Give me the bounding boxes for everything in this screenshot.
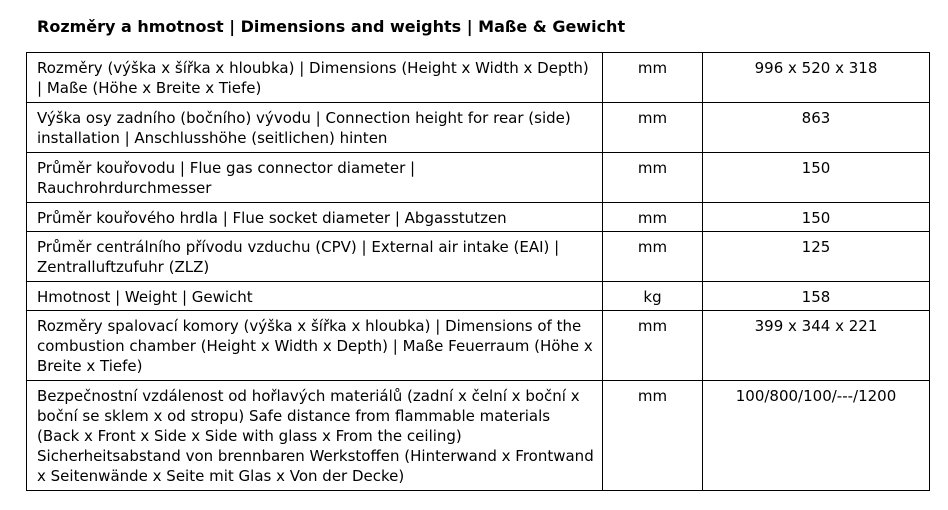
row-unit: mm: [603, 203, 703, 232]
row-value: 125: [703, 232, 930, 282]
row-unit: mm: [603, 311, 703, 381]
table-row-combustion-chamber: [27, 311, 930, 381]
row-unit: kg: [603, 282, 703, 311]
row-value: 150: [703, 153, 930, 203]
row-description: Rozměry spalovací komory (výška x šířka x hloubka) | Dimensions of the combustion chamber (Height x Width x Depth) | Maße Feuerraum (Höhe x Breite x Tiefe): [27, 311, 603, 381]
table-row-weight: [27, 282, 930, 311]
row-description: Průměr kouřovodu | Flue gas connector diameter | Rauchrohrdurchmesser: [27, 153, 603, 203]
table-row-air-intake: [27, 232, 930, 282]
section-heading: Rozměry a hmotnost | Dimensions and weights | Maße & Gewicht: [37, 17, 626, 36]
row-value: 150: [703, 203, 930, 232]
specs-table: [26, 52, 930, 491]
table-row-safe-distance: [27, 381, 930, 491]
row-unit: mm: [603, 381, 703, 491]
row-unit: mm: [603, 53, 703, 103]
row-value: 100/800/100/---/1200: [703, 381, 930, 491]
row-unit: mm: [603, 232, 703, 282]
table-row-dimensions: [27, 53, 930, 103]
row-value: 399 x 344 x 221: [703, 311, 930, 381]
row-unit: mm: [603, 103, 703, 153]
table-row-flue-socket: [27, 203, 930, 232]
row-description: Průměr kouřového hrdla | Flue socket diameter | Abgasstutzen: [27, 203, 603, 232]
row-description: Bezpečnostní vzdálenost od hořlavých materiálů (zadní x čelní x boční x boční se sklem x od stropu) Safe distance from flammable materials (Back x Front x Side x Side with glass x From the ceiling) Sicherheitsabstand von brennbaren Werkstoffen (Hinterwand x Frontwand x Seitenwände x Seite mit Glas x Von der Decke): [27, 381, 603, 491]
row-description: Hmotnost | Weight | Gewicht: [27, 282, 603, 311]
row-unit: mm: [603, 153, 703, 203]
row-value: 863: [703, 103, 930, 153]
table-row-connection-height: [27, 103, 930, 153]
row-description: Průměr centrálního přívodu vzduchu (CPV) | External air intake (EAI) | Zentralluftzufuhr (ZLZ): [27, 232, 603, 282]
row-description: Výška osy zadního (bočního) vývodu | Connection height for rear (side) installation | Anschlusshöhe (seitlichen) hinten: [27, 103, 603, 153]
table-row-flue-connector: [27, 153, 930, 203]
row-description: Rozměry (výška x šířka x hloubka) | Dimensions (Height x Width x Depth) | Maße (Höhe x Breite x Tiefe): [27, 53, 603, 103]
row-value: 996 x 520 x 318: [703, 53, 930, 103]
row-value: 158: [703, 282, 930, 311]
